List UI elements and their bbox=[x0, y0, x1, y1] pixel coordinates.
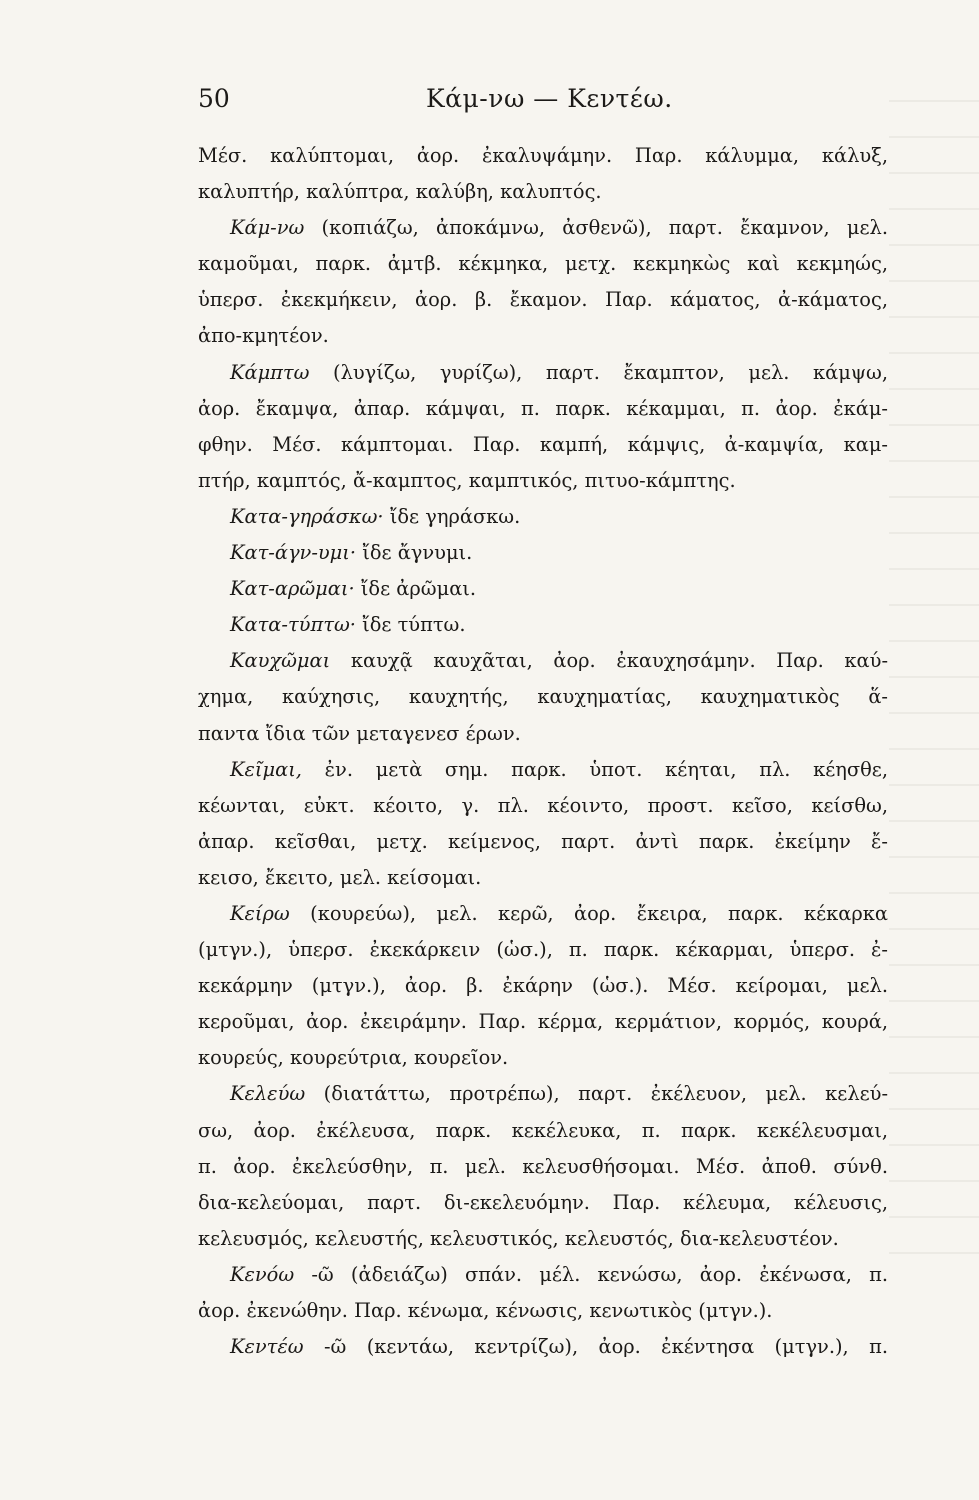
headword: Κάμ-νω bbox=[230, 216, 305, 240]
line-text: κελευσμός, κελευστής, κελευστικός, κελευστός, δια-κελευστέον. bbox=[198, 1226, 839, 1250]
line-text: κουρεύς, κουρεύτρια, κουρεῖον. bbox=[198, 1046, 509, 1070]
headword: Κελεύω bbox=[230, 1082, 306, 1106]
line-text: κεκάρμην (μτγν.), ἀορ. β. ἐκάρην (ὡσ.). Μέσ. κείρομαι, μελ. bbox=[198, 974, 888, 998]
line-text: (λυγίζω, γυρίζω), παρτ. ἔκαμπτον, μελ. κάμψω, bbox=[309, 360, 888, 384]
text-line bbox=[198, 824, 888, 860]
line-text: ἀπαρ. κεῖσθαι, μετχ. κείμενος, παρτ. ἀντὶ παρκ. ἐκείμην ἔ- bbox=[198, 829, 888, 853]
headword: Κατα-γηράσκω· bbox=[230, 504, 384, 528]
text-line bbox=[198, 391, 888, 427]
text-line bbox=[198, 1004, 888, 1040]
line-text: -ῶ (ἀδειάζω) σπάν. μέλ. κενώσω, ἀορ. ἐκένωσα, π. bbox=[294, 1262, 888, 1286]
line-text: χημα, καύχησις, καυχητής, καυχηματίας, καυχηματικὸς ἅ- bbox=[198, 685, 888, 709]
text-line bbox=[198, 1113, 888, 1149]
text-line bbox=[198, 932, 888, 968]
entry-line bbox=[198, 355, 888, 391]
text-line bbox=[198, 282, 888, 318]
line-text: πτήρ, καμπτός, ἄ-καμπτος, καμπτικός, πιτυο-κάμπτης. bbox=[198, 468, 736, 492]
text-line bbox=[198, 716, 888, 752]
line-text: σω, ἀορ. ἐκέλευσα, παρκ. κεκέλευκα, π. παρκ. κεκέλευσμαι, bbox=[198, 1118, 888, 1142]
text-line bbox=[198, 246, 888, 282]
entry-line bbox=[198, 643, 888, 679]
line-text: παντα ἴδια τῶν μεταγενεσ έρων. bbox=[198, 721, 521, 745]
line-text: ἀορ. ἔκαμψα, ἀπαρ. κάμψαι, π. παρκ. κέκαμμαι, π. ἀορ. ἐκάμ- bbox=[198, 396, 888, 420]
text-line bbox=[198, 679, 888, 715]
line-text: (μτγν.), ὑπερσ. ἐκεκάρκειν (ὡσ.), π. παρκ. κέκαρμαι, ὑπερσ. ἐ- bbox=[198, 938, 888, 962]
text-line bbox=[198, 1293, 888, 1329]
line-text: (κουρεύω), μελ. κερῶ, ἀορ. ἔκειρα, παρκ. κέκαρκα bbox=[289, 901, 888, 925]
headword: Κεντέω bbox=[230, 1335, 304, 1359]
line-text: κεροῦμαι, ἀορ. ἐκειράμην. Παρ. κέρμα, κερμάτιον, κορμός, κουρά, bbox=[198, 1010, 888, 1034]
headword: Κενόω bbox=[230, 1262, 295, 1286]
entry-line bbox=[198, 1076, 888, 1112]
entry-line bbox=[198, 752, 888, 788]
line-text: ἀορ. ἐκενώθην. Παρ. κένωμα, κένωσις, κενωτικὸς (μτγν.). bbox=[198, 1299, 773, 1322]
line-text: κέωνται, εὐκτ. κέοιτο, γ. πλ. κέοιντο, προστ. κεῖσο, κείσθω, bbox=[198, 793, 888, 817]
line-text: ἴδε γηράσκω. bbox=[383, 504, 521, 528]
line-text: καλυπτήρ, καλύπτρα, καλύβη, καλυπτός. bbox=[198, 180, 602, 204]
line-text: (διατάττω, προτρέπω), παρτ. ἐκέλευον, μελ. κελεύ- bbox=[305, 1082, 888, 1106]
line-text: δια-κελεύομαι, παρτ. δι-εκελευόμην. Παρ. κέλευμα, κέλευσις, bbox=[198, 1190, 888, 1214]
text-line bbox=[198, 1149, 888, 1185]
line-text: Μέσ. καλύπτομαι, ἀορ. ἐκαλυψάμην. Παρ. κάλυμμα, κάλυξ, bbox=[198, 144, 888, 167]
line-text: ἴδε ἄγνυμι. bbox=[356, 541, 473, 565]
entry-line bbox=[198, 210, 888, 246]
bleed-through-shadow bbox=[889, 100, 979, 1280]
text-line bbox=[198, 138, 888, 174]
text-line bbox=[198, 1040, 888, 1076]
line-text: ἐν. μετὰ σημ. παρκ. ὑποτ. κέηται, πλ. κέησθε, bbox=[301, 757, 888, 781]
entry-line bbox=[198, 1257, 888, 1293]
text-line bbox=[198, 318, 888, 354]
headword: Κατα-τύπτω· bbox=[230, 613, 356, 637]
text-line bbox=[198, 427, 888, 463]
line-text: ἀπο-κμητέον. bbox=[198, 324, 329, 348]
line-text: ἴδε ἀρῶμαι. bbox=[354, 577, 477, 601]
headword: Κατ-άγν-υμι· bbox=[230, 541, 357, 565]
page-number: 50 bbox=[198, 84, 230, 113]
text-line bbox=[198, 788, 888, 824]
line-text: π. ἀορ. ἐκελεύσθην, π. μελ. κελευσθήσομαι. Μέσ. ἀποθ. σύνθ. bbox=[198, 1154, 888, 1178]
headword: Κεῖμαι, bbox=[230, 757, 302, 781]
headword: Καυχῶμαι bbox=[230, 649, 331, 673]
text-line bbox=[198, 1221, 888, 1257]
lexicon-body bbox=[198, 138, 888, 1365]
entry-line bbox=[198, 499, 888, 535]
line-text: κεισο, ἔκειτο, μελ. κείσομαι. bbox=[198, 865, 482, 889]
headword: Κείρω bbox=[230, 901, 290, 925]
running-title: Κάμ-νω — Κεντέω. bbox=[426, 84, 673, 113]
line-text: καυχᾷ καυχᾶται, ἀορ. ἐκαυχησάμην. Παρ. καύ- bbox=[330, 649, 888, 673]
text-line bbox=[198, 174, 888, 210]
line-text: φθην. Μέσ. κάμπτομαι. Παρ. καμπή, κάμψις, ἀ-καμψία, καμ- bbox=[198, 432, 888, 456]
entry-line bbox=[198, 1329, 888, 1365]
entry-line bbox=[198, 607, 888, 643]
line-text: (κοπιάζω, ἀποκάμνω, ἀσθενῶ), παρτ. ἔκαμνον, μελ. bbox=[304, 216, 888, 240]
headword: Κατ-αρῶμαι· bbox=[230, 577, 355, 601]
page-header bbox=[198, 84, 888, 124]
line-text: καμοῦμαι, παρκ. ἀμτβ. κέκμηκα, μετχ. κεκμηκὼς καὶ κεκμηώς, bbox=[198, 252, 888, 276]
line-text: ὑπερσ. ἐκεκμήκειν, ἀορ. β. ἔκαμον. Παρ. κάματος, ἀ-κάματος, bbox=[198, 288, 888, 312]
headword: Κάμπτω bbox=[230, 360, 310, 384]
text-line bbox=[198, 1185, 888, 1221]
entry-line bbox=[198, 535, 888, 571]
entry-line bbox=[198, 896, 888, 932]
entry-line bbox=[198, 571, 888, 607]
text-line bbox=[198, 968, 888, 1004]
line-text: -ῶ (κεντάω, κεντρίζω), ἀορ. ἐκέντησα (μτγν.), π. bbox=[303, 1335, 888, 1359]
text-line bbox=[198, 463, 888, 499]
text-line bbox=[198, 860, 888, 896]
line-text: ἴδε τύπτω. bbox=[355, 613, 466, 637]
